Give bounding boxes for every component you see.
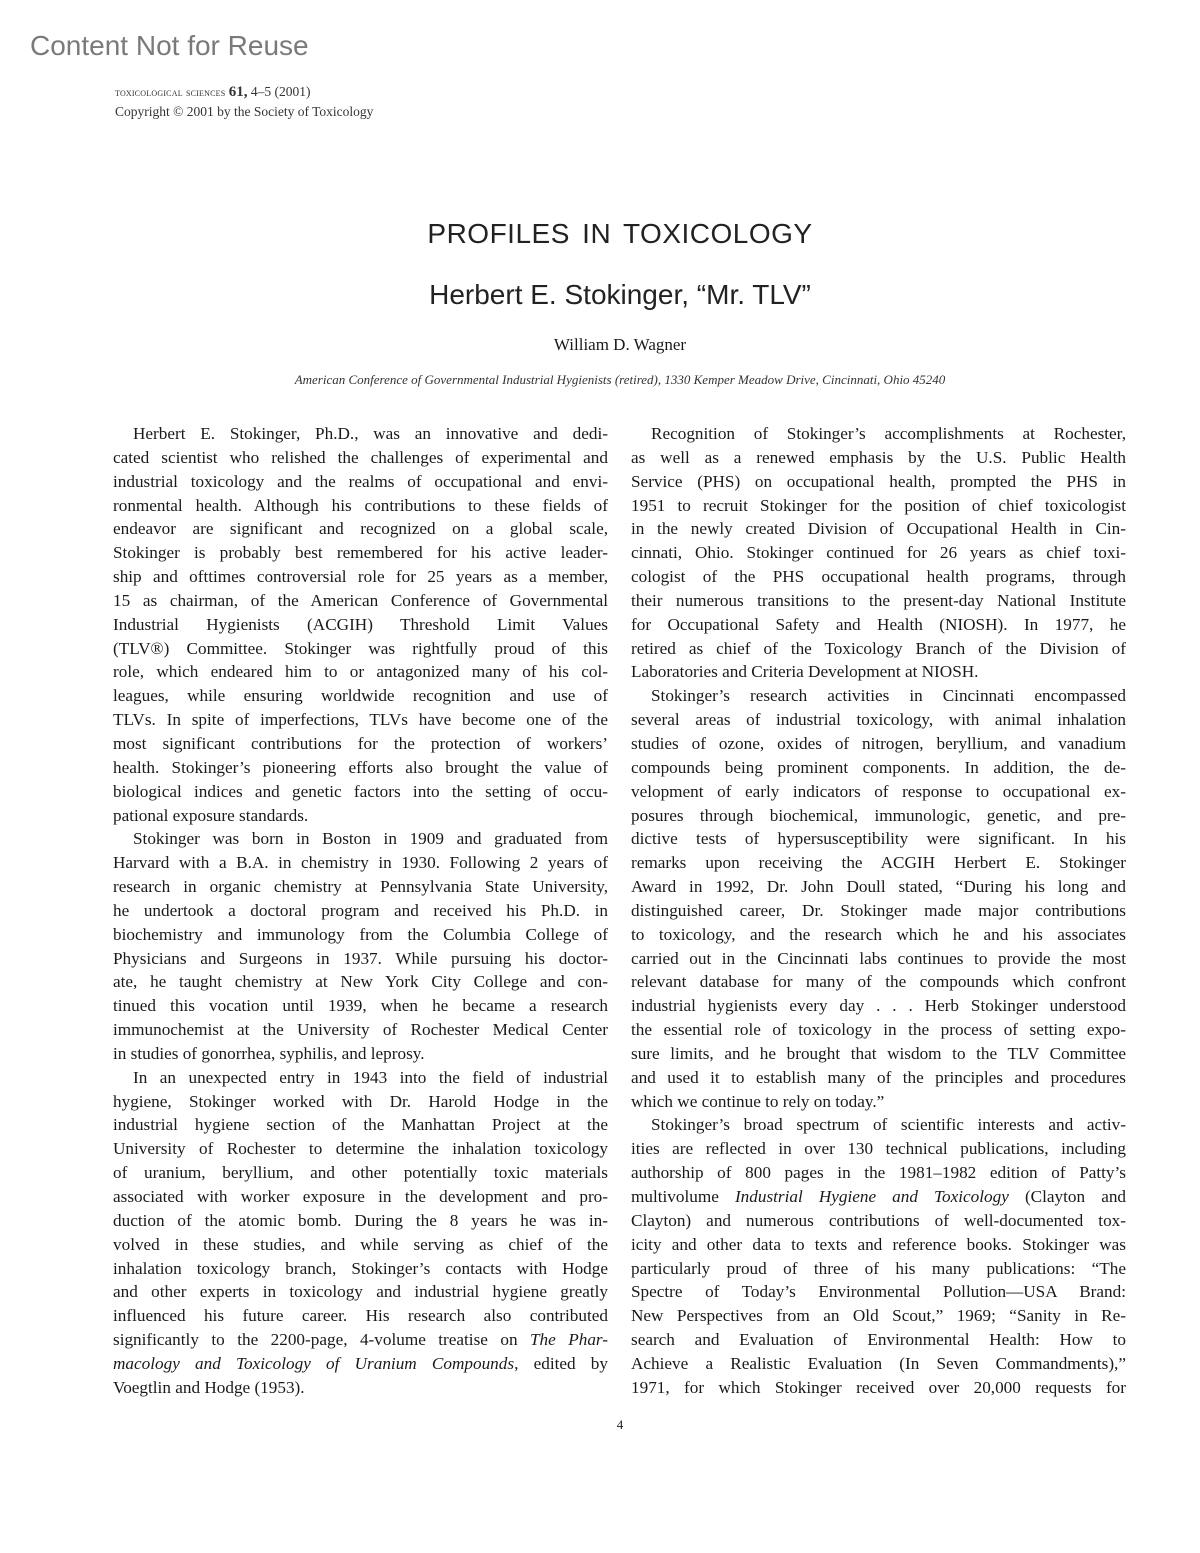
text-line: 15 as chairman, of the American Conference of Governmental	[113, 590, 608, 610]
text-line: ship and ofttimes controversial role for 25 years as a member,	[113, 567, 608, 587]
text-line: most significant contributions for the protection of workers’	[113, 733, 608, 753]
text-line: pational exposure standards.	[113, 805, 309, 825]
text-line: of uranium, beryllium, and other potentially toxic materials	[113, 1163, 608, 1183]
paragraph	[631, 1113, 1126, 1399]
watermark: Content Not for Reuse	[30, 30, 309, 61]
text-line: Stokinger’s broad spectrum of scientific interests and activ-	[651, 1115, 1126, 1135]
text-line	[113, 1328, 608, 1352]
paragraph	[631, 422, 1126, 684]
text-line: Physicians and Surgeons in 1937. While pursuing his doctor-	[113, 948, 608, 968]
column-left	[113, 422, 608, 1400]
italic-title: Industrial Hygiene and Toxicology	[734, 1187, 1009, 1206]
text-line: in the newly created Division of Occupational Health in Cin-	[631, 519, 1126, 539]
text-line: carried out in the Cincinnati labs continues to provide the most	[631, 948, 1126, 968]
text-line: Industrial Hygienists (ACGIH) Threshold Limit Values	[113, 614, 608, 634]
text-line: Service (PHS) on occupational health, prompted the PHS in	[631, 471, 1126, 491]
column-right	[631, 422, 1126, 1400]
text-line: 1951 to recruit Stokinger for the position of chief toxicologist	[631, 495, 1126, 515]
text-segment: multivolume	[631, 1187, 735, 1206]
text-segment: significantly to the 2200-page, 4-volume treatise on	[113, 1330, 530, 1350]
italic-title: macology and Toxicology of Uranium Compounds	[113, 1353, 515, 1373]
volume: 61,	[228, 84, 248, 100]
paragraph	[631, 684, 1126, 1113]
text-line: Stokinger was born in Boston in 1909 and graduated from	[133, 829, 608, 849]
text-line: Spectre of Today’s Environmental Pollution—USA Brand:	[631, 1282, 1126, 1302]
text-line: studies of ozone, oxides of nitrogen, beryllium, and vanadium	[631, 733, 1126, 753]
text-line: research in organic chemistry at Pennsylvania State University,	[113, 877, 608, 897]
paragraph	[113, 827, 608, 1065]
citation-line	[115, 82, 373, 102]
author: William D. Wagner	[553, 335, 687, 354]
text-line: Recognition of Stokinger’s accomplishments at Rochester,	[651, 424, 1126, 443]
text-line: remarks upon receiving the ACGIH Herbert E. Stokinger	[631, 853, 1126, 873]
text-line: compounds being prominent components. In addition, the de-	[631, 757, 1126, 777]
text-segment: (Clayton and	[1008, 1187, 1127, 1206]
italic-title: The Phar-	[530, 1330, 608, 1350]
text-line: as well as a renewed emphasis by the U.S. Public Health	[631, 447, 1126, 467]
text-line: volved in these studies, and while serving as chief of the	[113, 1234, 608, 1254]
text-segment: , edited by	[514, 1353, 608, 1373]
text-line: ate, he taught chemistry at New York City College and con-	[113, 972, 608, 992]
text-line: the essential role of toxicology in the process of setting expo-	[631, 1020, 1126, 1040]
text-line: (TLV®) Committee. Stokinger was rightfully proud of this	[113, 638, 608, 658]
text-line: hygiene, Stokinger worked with Dr. Harold Hodge in the	[113, 1091, 608, 1111]
text-line: authorship of 800 pages in the 1981–1982 edition of Patty’s	[631, 1163, 1126, 1183]
text-line: role, which endeared him to or antagonized many of his col-	[113, 662, 608, 682]
journal-header	[115, 82, 373, 121]
text-line: industrial hygiene section of the Manhattan Project at the	[113, 1115, 608, 1135]
text-line: velopment of early indicators of response to occupational ex-	[631, 781, 1126, 801]
text-line: tinued this vocation until 1939, when he became a research	[113, 996, 608, 1016]
text-line: he undertook a doctoral program and received his Ph.D. in	[113, 900, 608, 920]
text-line: TLVs. In spite of imperfections, TLVs have become one of the	[113, 710, 608, 730]
text-line: health. Stokinger’s pioneering efforts also brought the value of	[113, 757, 608, 777]
text-line: Stokinger’s research activities in Cincinnati encompassed	[651, 686, 1126, 706]
text-line: cated scientist who relished the challenges of experimental and	[113, 447, 608, 467]
text-line: distinguished career, Dr. Stokinger made major contributions	[631, 900, 1126, 920]
text-line: dictive tests of hypersusceptibility were significant. In his	[631, 829, 1126, 849]
text-line: inhalation toxicology branch, Stokinger’s contacts with Hodge	[113, 1258, 608, 1278]
text-line	[113, 1352, 608, 1376]
text-line: search and Evaluation of Environmental Health: How to	[631, 1330, 1126, 1350]
journal-name: toxicological sciences	[115, 85, 226, 99]
text-line: cologist of the PHS occupational health programs, through	[631, 567, 1126, 587]
text-line: ities are reflected in over 130 technical publications, including	[631, 1139, 1126, 1159]
text-line: which we continue to rely on today.”	[631, 1091, 885, 1111]
text-line: icity and other data to texts and reference books. Stokinger was	[631, 1234, 1126, 1254]
text-line: their numerous transitions to the present-day National Institute	[631, 590, 1126, 610]
text-line: In an unexpected entry in 1943 into the field of industrial	[133, 1067, 608, 1087]
text-line: Clayton) and numerous contributions of well-documented tox-	[631, 1210, 1126, 1230]
text-line: duction of the atomic bomb. During the 8 years he was in-	[113, 1210, 608, 1230]
text-line: ronmental health. Although his contributions to these fields of	[113, 495, 608, 515]
page-number: 4	[616, 1417, 624, 1432]
paragraph	[113, 422, 608, 827]
text-line: several areas of industrial toxicology, with animal inhalation	[631, 710, 1126, 730]
text-line	[631, 1185, 1126, 1209]
text-line: biological indices and genetic factors into the setting of occu-	[113, 781, 608, 801]
text-line: biochemistry and immunology from the Columbia College of	[113, 924, 608, 944]
pages-year: 4–5 (2001)	[247, 84, 311, 99]
text-line: in studies of gonorrhea, syphilis, and leprosy.	[113, 1043, 425, 1063]
text-line: sure limits, and he brought that wisdom to the TLV Committee	[631, 1043, 1126, 1063]
text-line: industrial toxicology and the realms of occupational and envi-	[113, 471, 608, 491]
paragraph	[113, 1066, 608, 1400]
text-line: Herbert E. Stokinger, Ph.D., was an innovative and dedi-	[133, 424, 608, 443]
text-line: and used it to establish many of the principles and procedures	[631, 1067, 1126, 1087]
text-line: Harvard with a B.A. in chemistry in 1930. Following 2 years of	[113, 853, 608, 873]
text-line: Award in 1992, Dr. John Doull stated, “During his long and	[631, 877, 1126, 897]
text-line: immunochemist at the University of Rochester Medical Center	[113, 1020, 608, 1040]
copyright: Copyright © 2001 by the Society of Toxicology	[115, 104, 374, 119]
text-line: Achieve a Realistic Evaluation (In Seven Commandments),”	[631, 1353, 1126, 1373]
text-line: Voegtlin and Hodge (1953).	[113, 1377, 305, 1397]
text-line: Laboratories and Criteria Development at NIOSH.	[631, 662, 979, 682]
text-line: particularly proud of three of his many publications: “The	[631, 1258, 1126, 1278]
text-line: associated with worker exposure in the development and pro-	[113, 1187, 608, 1206]
text-line: influenced his future career. His research also contributed	[113, 1306, 608, 1326]
text-line: and other experts in toxicology and industrial hygiene greatly	[113, 1282, 608, 1302]
text-line: University of Rochester to determine the inhalation toxicology	[113, 1139, 608, 1159]
text-line: Stokinger is probably best remembered for his active leader-	[113, 543, 608, 563]
text-line: industrial hygienists every day . . . Herb Stokinger understood	[631, 996, 1126, 1016]
text-line: 1971, for which Stokinger received over 20,000 requests for	[631, 1377, 1126, 1397]
text-line: New Perspectives from an Old Scout,” 1969; “Sanity in Re-	[631, 1306, 1126, 1326]
text-line: retired as chief of the Toxicology Branch of the Division of	[631, 638, 1126, 658]
article-title: Herbert E. Stokinger, “Mr. TLV”	[429, 279, 811, 310]
text-line: endeavor are significant and recognized on a global scale,	[113, 519, 608, 539]
affiliation: American Conference of Governmental Industrial Hygienists (retired), 1330 Kemper Meadow Drive, Cincinnati, Ohio 45240	[294, 372, 946, 387]
text-line: relevant database for many of the compounds which confront	[631, 972, 1126, 992]
section-title: PROFILES IN TOXICOLOGY	[427, 218, 813, 249]
text-line: for Occupational Safety and Health (NIOSH). In 1977, he	[631, 614, 1126, 634]
text-line: leagues, while ensuring worldwide recognition and use of	[113, 686, 608, 706]
text-line: to toxicology, and the research which he and his associates	[631, 924, 1126, 944]
text-line: cinnati, Ohio. Stokinger continued for 26 years as chief toxi-	[631, 543, 1126, 563]
text-line: posures through biochemical, immunologic, genetic, and pre-	[631, 805, 1126, 825]
